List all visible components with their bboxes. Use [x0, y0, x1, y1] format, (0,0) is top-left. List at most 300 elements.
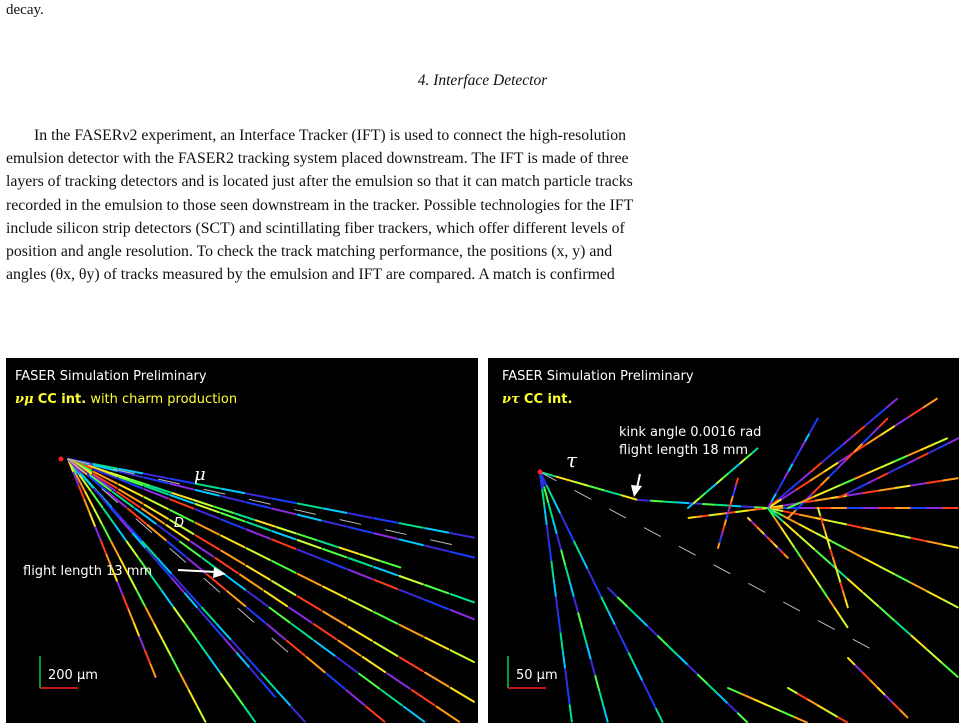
track-segment [323, 560, 346, 569]
track-segment [835, 608, 841, 617]
track-segment [227, 591, 245, 606]
track-segment [127, 542, 138, 557]
track-segment [123, 596, 128, 609]
track-segment [888, 468, 897, 473]
track-segment [895, 535, 910, 538]
track-segment [323, 508, 346, 513]
track-segment [189, 690, 197, 705]
track-segment [575, 491, 591, 500]
track-segment [113, 509, 127, 524]
track-segment [943, 478, 958, 480]
track-segment [832, 521, 847, 524]
track-segment [221, 674, 232, 689]
track-segment [887, 399, 897, 407]
track-segment [726, 513, 728, 518]
track-segment [137, 591, 145, 606]
track-segment [338, 641, 361, 656]
track-segment [298, 550, 321, 559]
track-segment [921, 444, 933, 449]
track-segment [821, 477, 829, 485]
track-segment [720, 537, 722, 542]
track-segment [943, 600, 958, 608]
track-segment [589, 486, 604, 490]
track-segment [581, 556, 587, 569]
track-segment [755, 525, 758, 528]
track-segment [714, 565, 730, 574]
track-segment [728, 704, 737, 713]
track-segment [629, 653, 635, 666]
track-segment [400, 625, 423, 637]
track-segment [703, 504, 715, 505]
flight-arrow-head [213, 567, 226, 578]
track-segment [170, 484, 193, 490]
track-segment [716, 505, 728, 506]
track-segment [94, 509, 102, 524]
track-segment [841, 618, 847, 627]
track-segment [797, 449, 801, 456]
track-segment [943, 545, 958, 548]
track-segment [801, 472, 811, 480]
track-segment [247, 529, 270, 538]
track-segment [910, 408, 923, 416]
track-segment [868, 478, 877, 483]
track-segment [604, 707, 608, 721]
track-segment [929, 448, 938, 453]
track-segment [741, 458, 746, 463]
track-segment [881, 426, 894, 434]
track-segment [267, 624, 285, 639]
track-segment [291, 707, 305, 722]
track-segment [90, 514, 95, 527]
track-segment [186, 624, 197, 639]
track-segment [927, 591, 942, 599]
track-segment [591, 660, 595, 674]
track-segment [622, 639, 628, 652]
track-segment [943, 664, 958, 677]
track-segment [587, 645, 591, 659]
track-segment [806, 434, 810, 441]
track-segment [400, 657, 423, 671]
track-segment [563, 651, 565, 667]
track-segment [821, 516, 823, 524]
track-segment [425, 638, 448, 650]
track-segment [221, 536, 244, 548]
track-segment [638, 500, 650, 501]
track-segment [742, 506, 754, 507]
paragraph-line: angles (θx, θy) of tracks measured by the emulsion and IFT are compared. A match is confirmed [6, 266, 615, 284]
track-segment [425, 585, 448, 593]
track-segment [197, 707, 205, 722]
track-segment [723, 473, 728, 478]
track-segment [339, 548, 358, 554]
track-segment [349, 570, 372, 579]
track-segment [679, 546, 695, 555]
track-segment [752, 448, 757, 453]
track-segment [821, 588, 827, 597]
track-segment [96, 527, 101, 540]
vertex-dot [538, 470, 543, 475]
track-segment [162, 591, 173, 606]
track-segment [323, 587, 346, 599]
track-segment [738, 713, 747, 722]
track-segment [323, 549, 346, 557]
interaction-detail: with charm production [90, 392, 238, 407]
track-segment [784, 522, 799, 535]
track-segment [561, 514, 567, 527]
paragraph-line: layers of tracking detectors and is located just after the emulsion so that it can match particle tracks [6, 173, 633, 191]
track-segment [688, 665, 697, 674]
track-segment [574, 598, 578, 612]
track-segment [374, 518, 397, 523]
track-segment [551, 562, 553, 578]
track-segment [848, 488, 857, 493]
track-segment [101, 541, 106, 554]
track-segment [702, 516, 708, 517]
track-segment [648, 627, 657, 636]
track-segment [768, 706, 780, 711]
track-segment [748, 518, 751, 521]
track-segment [221, 551, 244, 565]
track-segment [319, 541, 338, 547]
track-segment [323, 521, 346, 527]
track-segment [864, 593, 879, 606]
track-segment [708, 684, 717, 693]
track-segment [879, 607, 894, 620]
track-segment [272, 540, 295, 549]
track-segment [85, 500, 90, 513]
track-segment [265, 591, 288, 606]
scale-label: 200 μm [48, 668, 98, 683]
track-segment [133, 534, 145, 548]
track-segment [776, 486, 780, 493]
track-segment [566, 566, 570, 580]
track-segment [272, 499, 295, 504]
track-segment [554, 500, 560, 513]
track-segment [298, 574, 321, 586]
track-segment [172, 657, 180, 672]
track-segment [151, 664, 156, 677]
track-segment [709, 515, 715, 516]
track-segment [544, 488, 548, 502]
interaction-subtitle [502, 392, 572, 407]
track-segment [247, 494, 270, 499]
track-segment [170, 499, 193, 508]
track-segment [717, 478, 722, 483]
track-segment [833, 445, 843, 453]
track-segment [668, 646, 677, 655]
track-segment [801, 441, 805, 448]
track-segment [431, 540, 452, 545]
track-segment [911, 483, 926, 485]
paragraph-line: In the FASERν2 experiment, an Interface Tracker (IFT) is used to connect the high-resolution [34, 127, 627, 144]
track-segment [706, 488, 711, 493]
track-segment [602, 598, 608, 611]
track-segment [736, 478, 738, 483]
track-segment [578, 613, 582, 627]
track-segment [895, 456, 907, 461]
track-segment [651, 501, 663, 502]
track-segment [729, 512, 735, 513]
track-segment [729, 468, 734, 473]
track-segment [911, 583, 926, 591]
track-segment [723, 525, 725, 530]
track-segment [298, 540, 321, 548]
track-segment [554, 580, 556, 596]
track-segment [154, 624, 162, 639]
track-segment [115, 525, 126, 540]
track-segment [828, 485, 840, 490]
track-segment [781, 711, 793, 716]
track-segment [404, 707, 425, 722]
track-segment [636, 667, 642, 680]
track-segment [864, 528, 879, 531]
track-segment [247, 657, 261, 672]
track-segment [811, 463, 821, 471]
track-segment [715, 514, 721, 515]
track-segment [927, 541, 942, 544]
track-segment [349, 558, 372, 566]
track-segment [848, 579, 863, 592]
track-segment [425, 528, 448, 533]
track-segment [359, 674, 380, 689]
track-segment [250, 668, 262, 682]
track-segment [618, 598, 627, 607]
track-segment [841, 583, 843, 591]
track-segment [608, 588, 617, 597]
tau-label: τ [566, 448, 578, 472]
track-segment [549, 503, 553, 517]
track-segment [180, 674, 188, 689]
track-segment [694, 498, 699, 503]
track-segment [542, 490, 544, 506]
track-segment [340, 520, 361, 525]
track-segment [649, 695, 655, 708]
track-segment [800, 536, 815, 549]
track-segment [174, 608, 185, 623]
track-segment [451, 610, 474, 619]
track-segment [381, 561, 400, 567]
track-segment [292, 624, 313, 639]
track-segment [899, 463, 908, 468]
track-segment [864, 491, 879, 493]
track-segment [298, 534, 317, 540]
interaction-type: CC int. [37, 392, 87, 407]
track-segment [547, 526, 549, 542]
track-segment [567, 687, 569, 703]
track-segment [610, 509, 626, 518]
track-segment [261, 674, 275, 689]
track-segment [247, 548, 270, 560]
track-segment [374, 567, 397, 575]
track-segment [545, 508, 547, 524]
track-segment [735, 463, 740, 468]
track-segment [841, 479, 853, 484]
track-segment [848, 550, 863, 558]
track-segment [276, 690, 290, 705]
track-segment [761, 531, 764, 534]
track-segment [678, 656, 687, 665]
track-segment [785, 555, 788, 558]
track-segment [815, 578, 821, 587]
track-segment [140, 637, 145, 650]
track-segment [813, 485, 821, 493]
track-segment [866, 417, 876, 425]
track-segment [878, 688, 885, 695]
track-segment [366, 707, 384, 722]
track-segment [103, 525, 111, 540]
track-segment [749, 510, 755, 511]
track-segment [272, 509, 295, 515]
track-segment [451, 650, 474, 662]
track-segment [549, 544, 551, 560]
track-segment [197, 641, 208, 656]
track-segment [771, 541, 774, 544]
track-segment [935, 438, 947, 443]
track-segment [298, 596, 321, 610]
track-segment [731, 496, 733, 501]
track-segment [896, 417, 909, 425]
event-display-right [488, 358, 959, 723]
track-segment [846, 600, 848, 608]
track-segment [848, 525, 863, 528]
track-segment [911, 636, 926, 649]
track-segment [272, 581, 295, 595]
track-segment [816, 551, 831, 564]
track-segment [451, 552, 474, 558]
track-segment [822, 454, 832, 462]
flight-arrow-line [178, 570, 216, 572]
track-segment [855, 473, 867, 478]
track-segment [788, 688, 797, 693]
track-segment [838, 575, 840, 583]
track-segment [775, 545, 778, 548]
kink-arrow-head [631, 485, 642, 497]
track-segment [307, 657, 325, 672]
track-segment [768, 538, 771, 541]
track-segment [863, 673, 870, 680]
track-segment [871, 681, 878, 688]
track-segment [556, 477, 571, 481]
track-segment [735, 511, 741, 512]
track-segment [608, 611, 614, 624]
track-segment [939, 443, 948, 448]
track-segment [295, 510, 316, 515]
track-segment [818, 621, 834, 630]
track-segment [718, 694, 727, 703]
track-segment [605, 491, 620, 495]
track-segment [272, 561, 295, 573]
figure-panel-numu-charm [6, 358, 478, 723]
scale-label: 50 μm [516, 668, 558, 683]
track-segment [830, 469, 838, 477]
track-segment [789, 464, 793, 471]
kink-angle-label: kink angle 0.0016 rad [619, 425, 762, 440]
track-segment [400, 590, 423, 599]
track-segment [795, 717, 807, 722]
panel-header: FASER Simulation Preliminary [15, 369, 207, 384]
track-segment [600, 692, 604, 706]
track-segment [741, 694, 753, 699]
track-segment [895, 575, 910, 583]
track-segment [927, 481, 942, 483]
track-segment [233, 690, 244, 705]
track-segment [908, 450, 920, 455]
track-segment [387, 674, 410, 689]
track-segment [895, 486, 910, 488]
track-segment [247, 566, 270, 580]
track-segment [148, 525, 166, 540]
track-segment [134, 623, 139, 636]
d-meson-label: D [174, 516, 185, 531]
track-segment [196, 523, 219, 535]
track-segment [848, 493, 863, 495]
track-segment [808, 568, 814, 577]
section-title: 4. Interface Detector [417, 72, 548, 89]
track-segment [349, 527, 372, 533]
track-segment [595, 676, 599, 690]
track-segment [314, 624, 337, 639]
track-segment [145, 651, 150, 664]
track-segment [644, 528, 660, 537]
track-segment [800, 515, 815, 518]
track-segment [196, 490, 219, 496]
track-segment [451, 688, 474, 702]
track-segment [588, 570, 594, 583]
track-segment [808, 700, 817, 705]
track-segment [298, 503, 321, 508]
track-segment [349, 513, 372, 518]
previous-paragraph-end: decay. [6, 2, 44, 18]
track-segment [695, 516, 701, 517]
muon-label: μ [194, 464, 206, 485]
track-segment [810, 426, 814, 433]
track-segment [844, 435, 854, 443]
track-segment [823, 525, 825, 533]
track-segment [664, 502, 676, 503]
track-segment [843, 591, 845, 599]
flight-length-label: flight length 13 mm [23, 564, 153, 579]
track-segment [374, 612, 397, 624]
track-segment [553, 519, 557, 533]
track-segment [451, 533, 474, 538]
track-segment [749, 584, 765, 593]
track-segment [289, 608, 312, 623]
track-segment [142, 542, 156, 557]
track-segment [814, 419, 818, 426]
track-segment [557, 535, 561, 549]
track-segment [798, 694, 807, 699]
track-segment [876, 408, 886, 416]
track-segment [573, 481, 588, 485]
track-segment [400, 539, 423, 545]
track-segment [567, 528, 573, 541]
track-segment [853, 639, 869, 648]
track-segment [146, 608, 154, 623]
track-group [68, 459, 474, 722]
track-segment [725, 519, 727, 524]
track-segment [346, 690, 364, 705]
neutrino-symbol: ντ [502, 392, 520, 407]
track-segment [895, 621, 910, 634]
track-segment [772, 494, 776, 501]
track-segment [909, 458, 918, 463]
track-segment [833, 558, 835, 566]
track-segment [425, 673, 448, 687]
track-segment [221, 489, 244, 494]
track-segment [800, 525, 815, 533]
track-segment [881, 462, 893, 467]
track-segment [721, 531, 723, 536]
